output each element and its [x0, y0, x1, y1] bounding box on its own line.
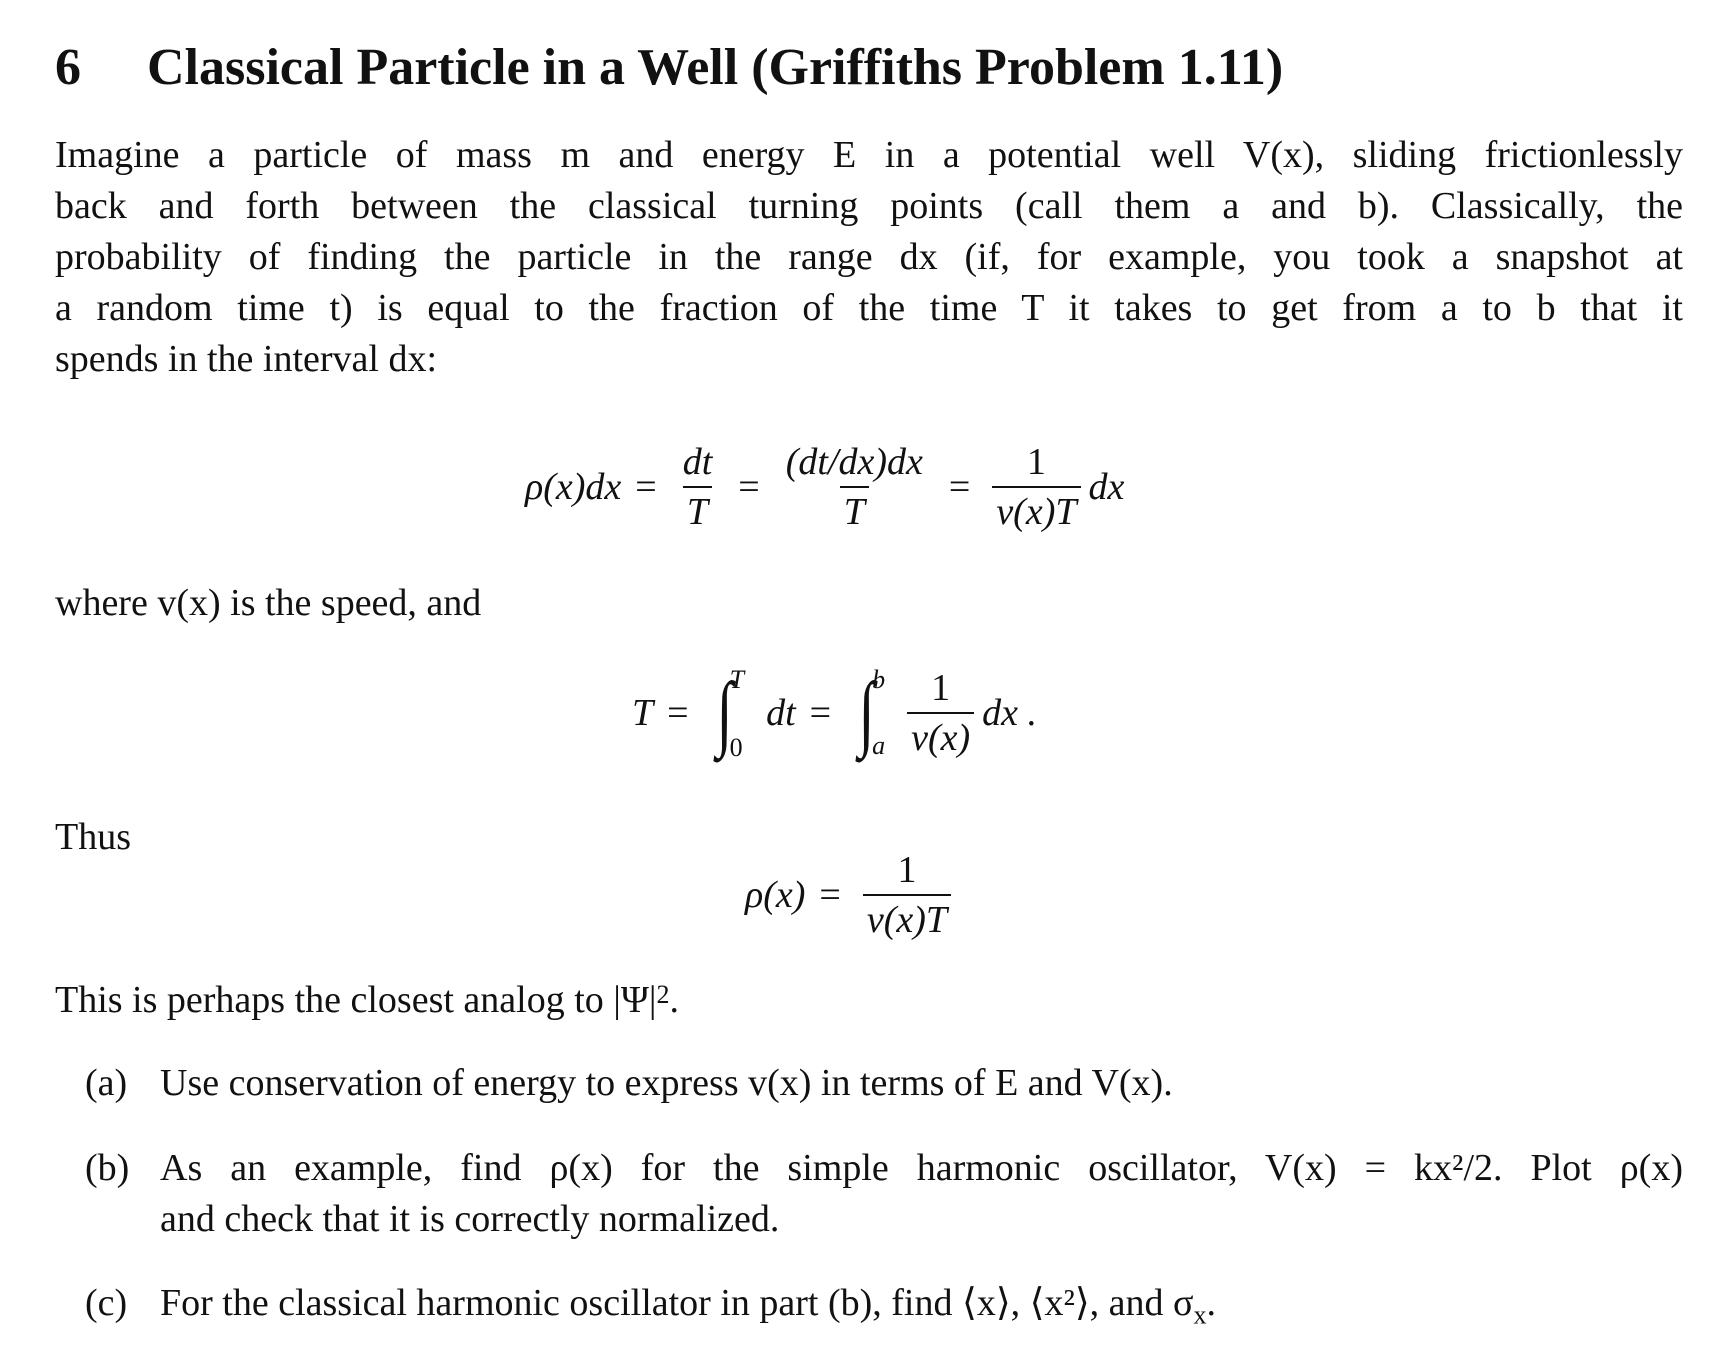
integral-2	[855, 665, 885, 761]
eq1-tail: dx	[1088, 466, 1125, 508]
part-b-label: (b)	[85, 1147, 130, 1189]
intro-line-1: Imagine a particle of mass m and energy E in a potential well V(x), sliding frictionlessly	[55, 134, 1683, 176]
integral-1	[713, 665, 744, 761]
part-c-label: (c)	[85, 1282, 128, 1324]
intro-line-2: back and forth between the classical turning points (call them a and b). Classically, the	[55, 185, 1683, 227]
integral-1-upper: T	[729, 665, 745, 694]
integral-1-sign: ∫	[716, 666, 733, 759]
eq3-equals: =	[819, 874, 841, 916]
analog-superscript: 2	[656, 980, 670, 1009]
eq1-fraction-3	[992, 440, 1080, 534]
part-b-line-2: and check that it is correctly normalized.	[160, 1198, 780, 1240]
part-a-label: (a)	[85, 1062, 128, 1104]
eq2-fraction	[907, 666, 974, 760]
eq2-equals-1: =	[667, 692, 689, 734]
analog-sentence	[55, 975, 1683, 1026]
section-title: Classical Particle in a Well (Griffiths Problem 1.11)	[147, 39, 1284, 96]
analog-period: .	[669, 979, 680, 1021]
where-text: where v(x) is the speed, and	[55, 582, 482, 624]
part-c-period: .	[1206, 1282, 1217, 1324]
eq1-fraction-2	[782, 440, 927, 534]
integral-1-body: dt	[766, 692, 796, 734]
part-c-text: For the classical harmonic oscillator in part (b), find ⟨x⟩, ⟨x²⟩, and σ	[160, 1282, 1194, 1324]
eq1-fraction-2-denominator: T	[840, 486, 869, 534]
eq2-tail: dx .	[982, 692, 1037, 734]
eq1-fraction-1-denominator: T	[683, 486, 712, 534]
part-b-text	[160, 1143, 1683, 1245]
eq2-equals-2: =	[809, 692, 832, 734]
eq1-fraction-1	[679, 440, 717, 534]
eq1-equals-3: =	[948, 466, 971, 508]
eq1-lhs: ρ(x)dx	[525, 466, 622, 508]
eq1-fraction-3-numerator: 1	[1026, 441, 1046, 483]
part-b	[55, 1143, 1683, 1245]
thus-text: Thus	[55, 816, 131, 858]
part-a-text: Use conservation of energy to express v(x) in terms of E and V(x).	[160, 1062, 1173, 1104]
eq2-fraction-denominator: v(x)	[907, 712, 974, 760]
intro-line-5: spends in the interval dx:	[55, 338, 438, 380]
part-c	[55, 1278, 1683, 1329]
analog-text: This is perhaps the closest analog to |Ψ|	[55, 979, 657, 1021]
part-c-subscript: x	[1193, 1300, 1207, 1330]
equation-period	[632, 665, 1037, 761]
section-number: 6	[55, 39, 81, 96]
eq1-equals-2: =	[738, 466, 760, 508]
integral-2-upper: b	[872, 665, 886, 694]
intro-paragraph	[55, 130, 1683, 385]
section-heading	[55, 38, 1283, 97]
eq3-lhs: ρ(x)	[745, 874, 806, 916]
part-b-line-1: As an example, find ρ(x) for the simple harmonic oscillator, V(x) = kx²/2. Plot ρ(x)	[160, 1147, 1683, 1189]
eq2-lhs: T	[632, 692, 654, 734]
eq3-fraction	[863, 848, 951, 942]
integral-2-sign: ∫	[858, 666, 875, 759]
intro-line-4: a random time t) is equal to the fraction of the time T it takes to get from a to b that it	[55, 287, 1683, 329]
intro-line-3: probability of finding the particle in the range dx (if, for example, you took a snapshot at	[55, 236, 1683, 278]
eq3-fraction-denominator: v(x)T	[863, 894, 951, 942]
eq1-equals-1: =	[635, 466, 657, 508]
eq2-fraction-numerator: 1	[931, 667, 951, 709]
part-c-text-wrap	[160, 1278, 1683, 1341]
eq3-fraction-numerator: 1	[897, 849, 917, 891]
eq1-fraction-3-denominator: v(x)T	[992, 486, 1080, 534]
part-a	[55, 1058, 1683, 1109]
integral-2-lower: a	[872, 731, 886, 760]
equation-probability-density	[525, 440, 1124, 534]
equation-rho	[745, 848, 959, 942]
eq1-fraction-1-numerator: dt	[682, 441, 713, 483]
integral-1-lower: 0	[729, 733, 743, 762]
eq1-fraction-2-numerator: (dt/dx)dx	[785, 441, 923, 483]
